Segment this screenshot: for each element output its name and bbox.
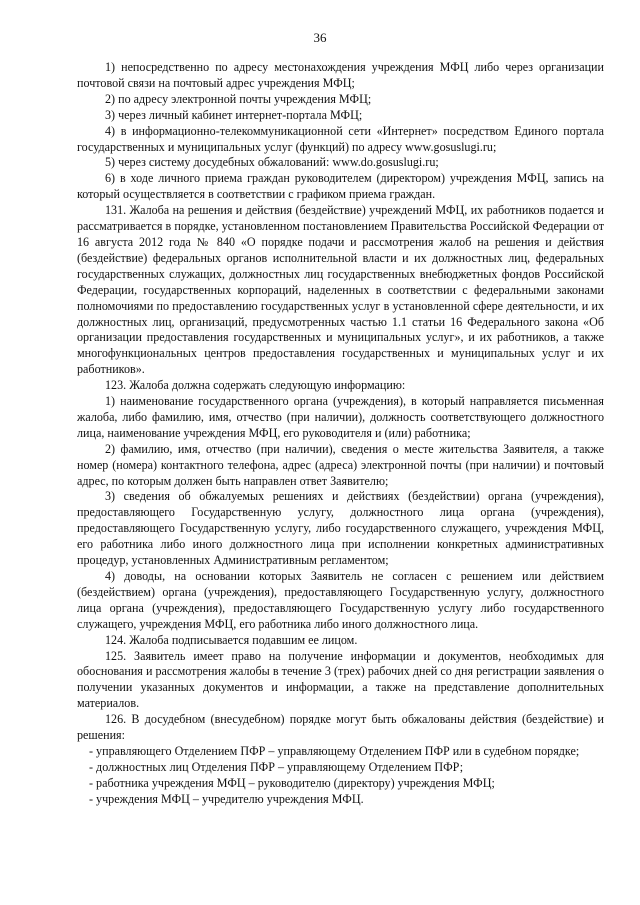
paragraph: 4) доводы, на основании которых Заявитель не согласен с решением или действием (бездействием) органа (учреждения), предоставляющего Государственную услугу, должностного лица органа (учреждения), предоставляющего Государственную услугу либо государственного служащего, учреждения МФЦ, его работника либо иного должностного лица. <box>77 569 604 631</box>
paragraph: 5) через систему досудебных обжалований: www.do.gosuslugi.ru; <box>105 155 439 170</box>
paragraph: 124. Жалоба подписывается подавшим ее лицом. <box>105 632 358 647</box>
paragraph: 123. Жалоба должна содержать следующую информацию: <box>105 378 406 393</box>
paragraph: 2) фамилию, имя, отчество (при наличии), сведения о месте жительства Заявителя, а также номер (номера) контактного телефона, адрес (адреса) электронной почты (при наличии) и почтовый адрес, по которым должен быть направлен ответ Заявителю; <box>77 441 604 488</box>
paragraph: 3) сведения об обжалуемых решениях и действиях (бездействии) органа (учреждения), предоставляющего Государственную услугу, должностного лица органа (учреждения), предоставляющего Государственную услугу, либо государственного служащего, учреждения МФЦ, его работника либо иного должностного лица при исполнении конкретных административных процедур, установленных Административным регламентом; <box>77 489 604 568</box>
document-body <box>77 60 604 808</box>
paragraph: 131. Жалоба на решения и действия (бездействие) учреждений МФЦ, их работников подается и рассматривается в порядке, установленном постановлением Правительства Российской Федерации от 16 августа 2012 года № 840 «О порядке подачи и рассмотрения жалоб на решения и действия (бездействие) федеральных органов исполнительной власти и их должностных лиц, федеральных государственных служащих, должностных лиц государственных внебюджетных фондов Российской Федерации, государственных корпораций, наделенных в соответствии с федеральными законами полномочиями по предоставлению государственных услуг в установленной сфере деятельности, и их должностных лиц, организаций, предусмотренных частью 1.1 статьи 16 Федерального закона «Об организации предоставления государственных и муниципальных услуг», и их работников, а также многофункциональных центров предоставления государственных и муниципальных услуг и их работников». <box>77 203 604 377</box>
paragraph: 1) непосредственно по адресу местонахождения учреждения МФЦ либо через организации почтовой связи на почтовый адрес учреждения МФЦ; <box>77 60 604 90</box>
paragraph: 2) по адресу электронной почты учреждения МФЦ; <box>105 91 372 106</box>
paragraph: 125. Заявитель имеет право на получение информации и документов, необходимых для обоснования и рассмотрения жалобы в течение 3 (трех) рабочих дней со дня регистрации заявления о получении указанных документов и информации, а также на представление дополнительных материалов. <box>77 648 604 711</box>
paragraph: 4) в информационно-телекоммуникационной сети «Интернет» посредством Единого портала государственных и муниципальных услуг (функций) по адресу www.gosuslugi.ru; <box>77 123 604 154</box>
paragraph: 6) в ходе личного приема граждан руководителем (директором) учреждения МФЦ, запись на который осуществляется в соответствии с графиком приема граждан. <box>77 171 604 202</box>
list-item: - должностных лиц Отделения ПФР – управляющему Отделением ПФР; <box>89 759 464 774</box>
paragraph: 3) через личный кабинет интернет-портала МФЦ; <box>105 107 363 122</box>
paragraph: 1) наименование государственного органа (учреждения), в который направляется письменная жалоба, либо фамилию, имя, отчество (при наличии), должность соответствующего должностного лица, наименование учреждения МФЦ, его руководителя и (или) работника; <box>77 394 604 440</box>
list-item: - работника учреждения МФЦ – руководителю (директору) учреждения МФЦ; <box>89 775 495 790</box>
list-item: - управляющего Отделением ПФР – управляющему Отделением ПФР или в судебном порядке; <box>89 743 580 758</box>
paragraph: 126. В досудебном (внесудебном) порядке могут быть обжалованы действия (бездействие) и решения: <box>77 712 604 743</box>
list-item: - учреждения МФЦ – учредителю учреждения МФЦ. <box>89 791 364 806</box>
page-number: 36 <box>313 30 327 45</box>
